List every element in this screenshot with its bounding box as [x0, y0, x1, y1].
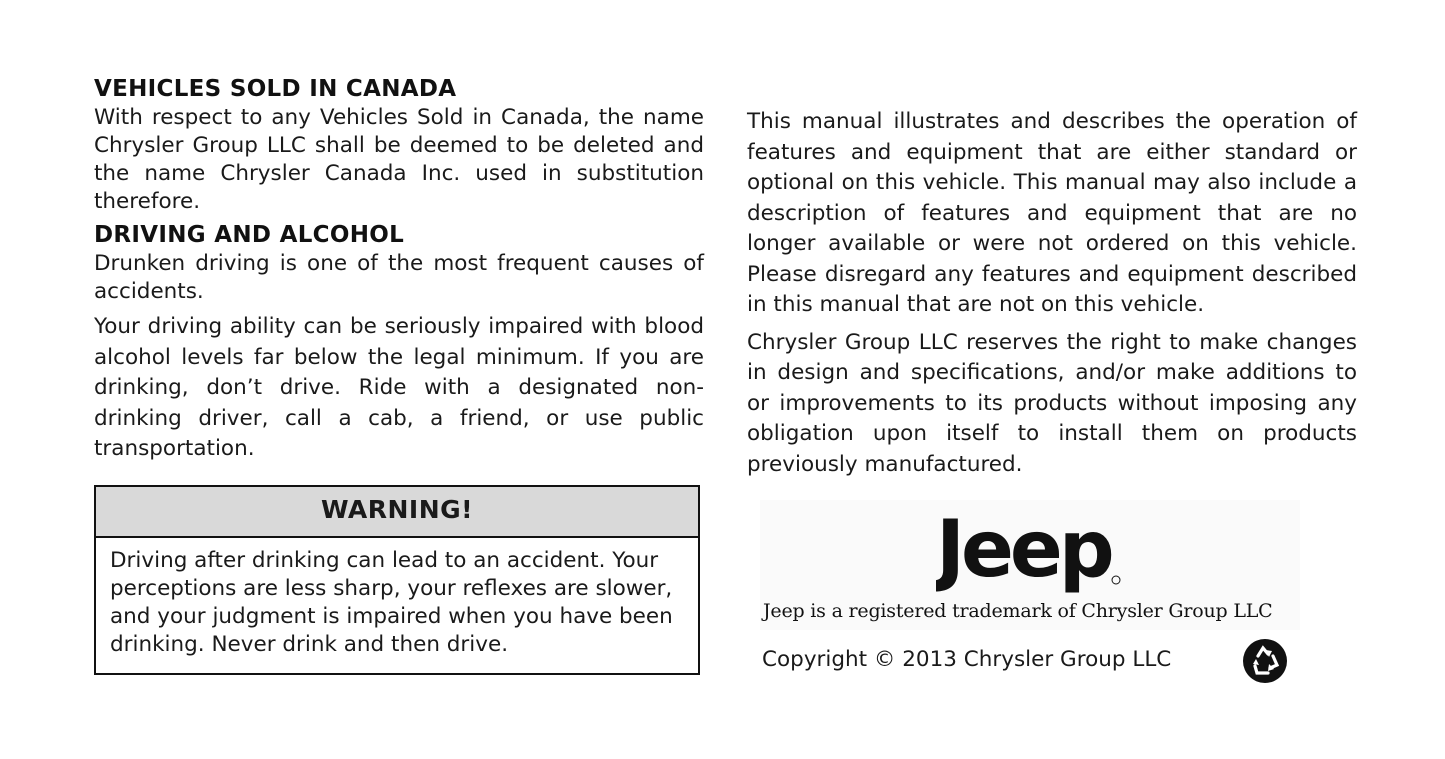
- left-column: [94, 74, 704, 471]
- recycle-icon: [1242, 638, 1288, 684]
- canada-heading: VEHICLES SOLD IN CANADA: [94, 76, 457, 102]
- rights-paragraph: Chrysler Group LLC reserves the right to make changes in design and specifications, and/or make additions to or improvements to its products without imposing any obligation upon itself to install them on products previously manufactured.: [747, 329, 1357, 477]
- svg-text:Jeep: Jeep: [936, 505, 1111, 594]
- alcohol-heading: DRIVING AND ALCOHOL: [94, 222, 405, 248]
- right-column: [747, 107, 1357, 487]
- warning-title: WARNING!: [96, 487, 698, 538]
- trademark-text: Jeep is a registered trademark of Chrysler Group LLC: [763, 600, 1273, 622]
- manual-paragraph: This manual illustrates and describes the operation of features and equipment that are either standard or optional on this vehicle. This manual may also include a description of features and equipment that are no longer available or were not ordered on this vehicle. Please disregard any features and equipment described in this manual that are not on this vehicle.: [747, 109, 1357, 317]
- canada-paragraph: With respect to any Vehicles Sold in Canada, the name Chrysler Group LLC shall be deemed to be deleted and the name Chrysler Canada Inc. used in substitution therefore.: [94, 105, 704, 214]
- jeep-logo: [936, 504, 1126, 594]
- warning-box: [94, 485, 700, 675]
- warning-text: Driving after drinking can lead to an accident. Your perceptions are less sharp, your reflexes are slower, and your judgment is impaired when you have been drinking. Never drink and then drive.: [110, 548, 673, 657]
- alcohol-paragraph-2: Your driving ability can be seriously impaired with blood alcohol levels far below the legal minimum. If you are drinking, don’t drive. Ride with a designated non-drinking driver, call a cab, a friend, or use public transportation.: [94, 314, 704, 461]
- alcohol-paragraph-1: Drunken driving is one of the most frequent causes of accidents.: [94, 251, 704, 304]
- copyright-text: Copyright © 2013 Chrysler Group LLC: [762, 647, 1172, 672]
